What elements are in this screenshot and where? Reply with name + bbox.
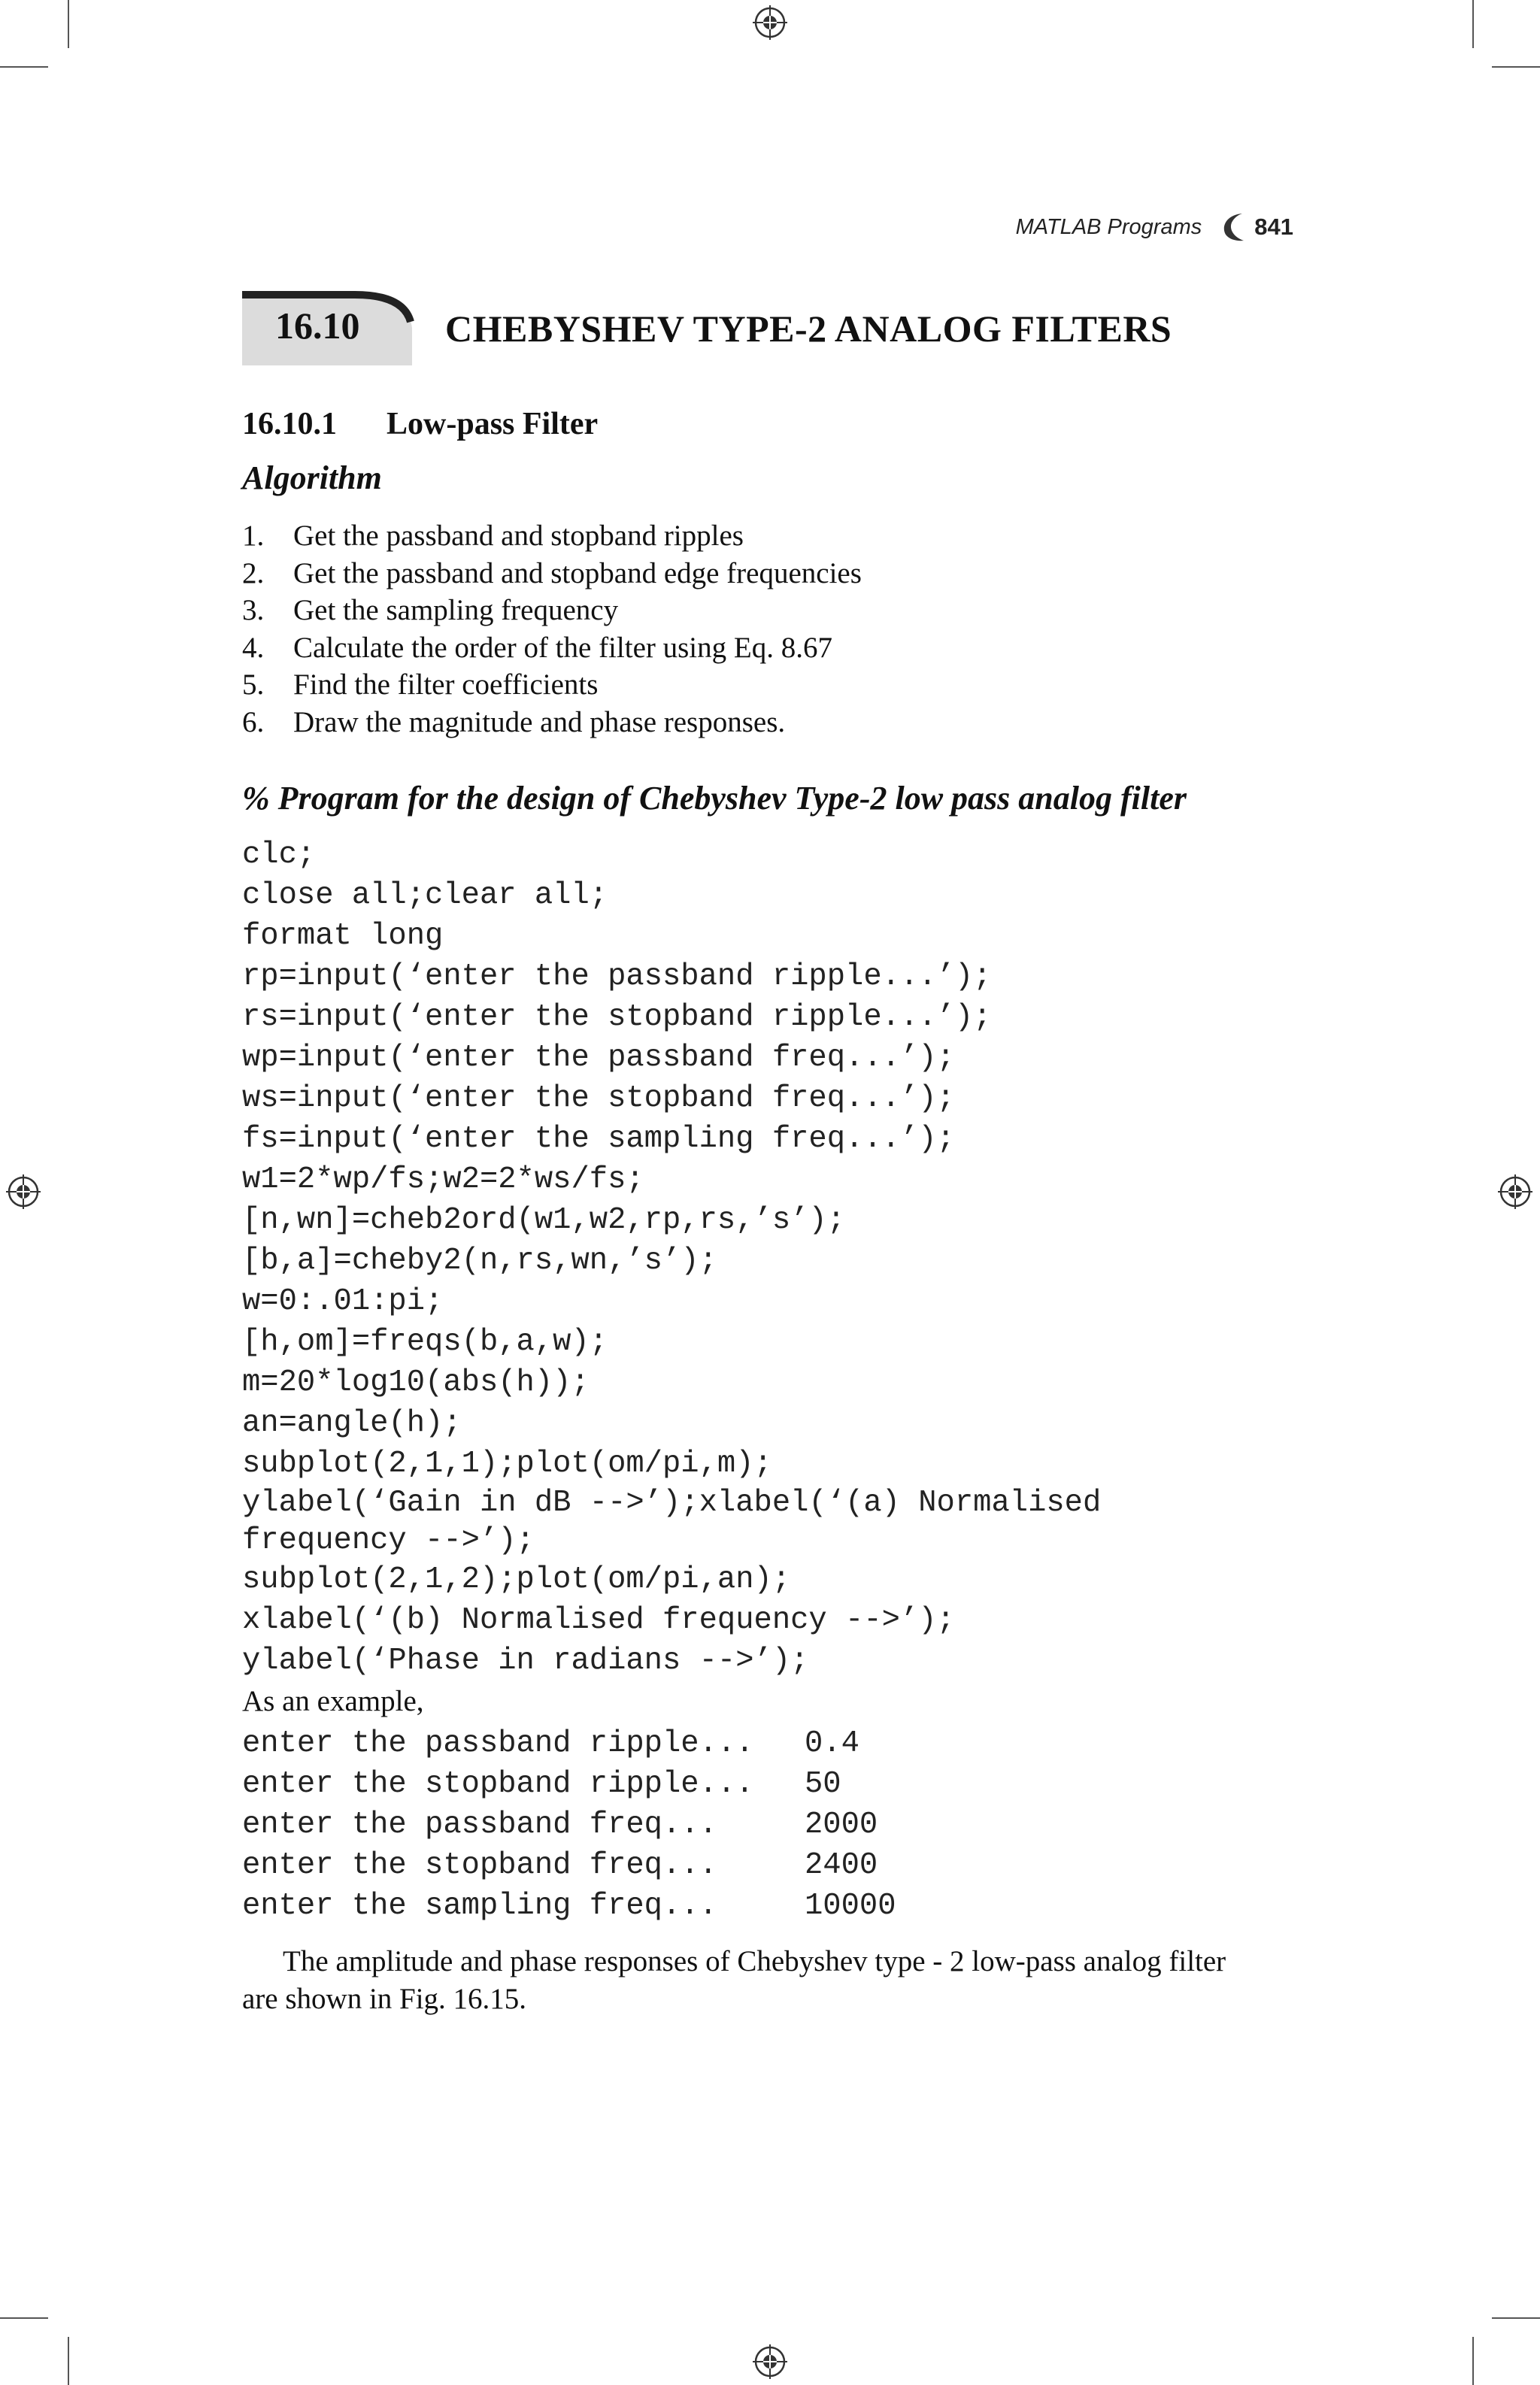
running-head-curve-icon [1220,212,1250,242]
example-value: 2400 [805,1848,878,1883]
step-text: Calculate the order of the filter using Eq. 8.67 [293,631,832,664]
crop-mark-top-left-h [0,66,48,68]
example-row [242,1886,896,1926]
example-prompt: enter the stopband ripple... [242,1767,754,1802]
code-line: ws=input(‘enter the stopband freq...’); [242,1081,955,1116]
list-item [242,517,862,555]
code-line: an=angle(h); [242,1406,462,1441]
code-listing [242,835,1101,1681]
list-item [242,704,862,741]
example-label: As an example, [242,1685,424,1717]
code-line: m=20*log10(abs(h)); [242,1365,590,1400]
step-number: 4. [242,631,265,664]
crop-mark-bottom-left [68,2337,69,2385]
example-listing [242,1723,896,1926]
code-line: rs=input(‘enter the stopband ripple...’); [242,1000,992,1035]
code-line: subplot(2,1,2);plot(om/pi,an); [242,1562,791,1597]
step-number: 3. [242,594,265,626]
algorithm-heading: Algorithm [242,459,382,496]
step-number: 1. [242,520,265,552]
code-line: [b,a]=cheby2(n,rs,wn,’s’); [242,1244,717,1278]
paragraph-line: The amplitude and phase responses of Chebyshev type - 2 low-pass analog filter [283,1945,1226,1977]
example-prompt: enter the passband freq... [242,1808,717,1842]
crop-mark-top-right-h [1492,66,1540,68]
example-row [242,1805,896,1845]
program-heading: % Program for the design of Chebyshev Type-2 low pass analog filter [242,780,1187,817]
list-item [242,666,862,704]
crop-mark-bottom-left-h [0,2317,48,2319]
crop-mark-bottom-right-h [1492,2317,1540,2319]
example-value: 2000 [805,1808,878,1842]
code-line: wp=input(‘enter the passband freq...’); [242,1041,955,1075]
example-value: 10000 [805,1889,896,1923]
example-row [242,1764,896,1805]
subsection-number: 16.10.1 [242,407,337,441]
code-line: w=0:.01:pi; [242,1284,444,1319]
step-number: 5. [242,668,265,701]
code-line: [h,om]=freqs(b,a,w); [242,1325,608,1359]
code-line: clc; [242,838,316,872]
example-prompt: enter the sampling freq... [242,1889,717,1923]
code-line: subplot(2,1,1);plot(om/pi,m); [242,1447,772,1481]
crop-mark-top-left [68,0,69,48]
registration-mark-bottom-icon [753,2344,787,2379]
step-text: Find the filter coefficients [293,668,599,701]
code-line: fs=input(‘enter the sampling freq...’); [242,1122,955,1156]
list-item [242,629,862,667]
code-line: close all;clear all; [242,878,608,913]
example-prompt: enter the stopband freq... [242,1848,717,1883]
registration-mark-right-icon [1498,1174,1532,1209]
step-text: Draw the magnitude and phase responses. [293,705,786,738]
example-value: 50 [805,1767,841,1802]
list-item [242,592,862,629]
paragraph-line: are shown in Fig. 16.15. [242,1983,527,2015]
step-number: 6. [242,705,265,738]
algorithm-steps [242,517,862,741]
running-head [1016,212,1293,242]
example-row [242,1723,896,1764]
example-row [242,1845,896,1886]
code-line: frequency -->’); [242,1523,535,1558]
section-title: CHEBYSHEV TYPE-2 ANALOG FILTERS [445,308,1172,350]
page-number: 841 [1254,214,1293,240]
closing-paragraph [242,1943,1301,2018]
example-prompt: enter the passband ripple... [242,1726,754,1761]
registration-mark-left-icon [6,1174,41,1209]
example-value: 0.4 [805,1726,859,1761]
step-number: 2. [242,556,265,589]
code-line: rp=input(‘enter the passband ripple...’); [242,959,992,994]
section-number: 16.10 [275,305,360,347]
running-head-title: MATLAB Programs [1015,214,1202,239]
registration-mark-top-icon [753,5,787,40]
code-line: ylabel(‘Gain in dB -->’);xlabel(‘(a) Normalised [242,1486,1102,1520]
code-line: [n,wn]=cheb2ord(w1,w2,rp,rs,’s’); [242,1203,846,1238]
step-text: Get the passband and stopband edge frequencies [293,556,862,589]
list-item [242,555,862,592]
step-text: Get the sampling frequency [293,594,619,626]
code-line: w1=2*wp/fs;w2=2*ws/fs; [242,1162,644,1197]
step-text: Get the passband and stopband ripples [293,520,744,552]
code-line: format long [242,919,444,953]
subsection-title: Low-pass Filter [387,407,599,441]
code-line: xlabel(‘(b) Normalised frequency -->’); [242,1603,955,1638]
crop-mark-top-right [1472,0,1474,48]
subsection-heading [242,406,598,442]
crop-mark-bottom-right [1472,2337,1474,2385]
code-line: ylabel(‘Phase in radians -->’); [242,1644,809,1678]
